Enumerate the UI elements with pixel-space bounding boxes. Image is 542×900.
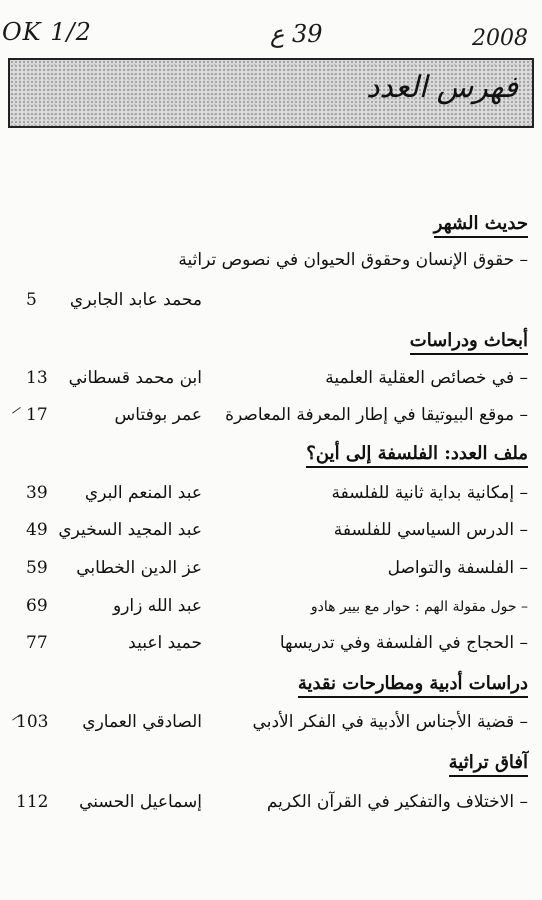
entry-author: ابن محمد قسطاني (68, 368, 202, 388)
toc-entry (0, 633, 542, 663)
toc-entry (0, 520, 542, 550)
handwritten-ok-note: OK 1/2 (2, 18, 92, 46)
section-title: آفاق تراثية (449, 752, 528, 777)
entry-title: – قضية الأجناس الأدبية في الفكر الأدبي (252, 712, 528, 732)
toc-entry (0, 250, 542, 280)
entry-page: 69 (26, 596, 48, 616)
entry-author: محمد عابد الجابري (69, 290, 202, 310)
entry-title: – إمكانية بداية ثانية للفلسفة (331, 483, 528, 503)
entry-page: 59 (26, 558, 48, 578)
entry-title: – الاختلاف والتفكير في القرآن الكريم (266, 792, 528, 812)
entry-title: – في خصائص العقلية العلمية (325, 368, 528, 388)
entry-author: عبد المنعم البري (84, 483, 202, 503)
entry-title: – موقع البيوتيقا في إطار المعرفة المعاصرة (225, 405, 528, 425)
toc-entry-author (0, 290, 542, 320)
toc-entry (0, 483, 542, 513)
toc-entry (0, 368, 542, 398)
entry-page: 112 (16, 792, 49, 812)
entry-author: عبد المجيد السخيري (58, 520, 202, 540)
entry-title: – الفلسفة والتواصل (387, 558, 528, 578)
entry-author: عبد الله زارو (112, 596, 202, 616)
section-title: حديث الشهر (434, 213, 528, 238)
contents-banner (8, 58, 534, 128)
entry-title: – الحجاج في الفلسفة وفي تدريسها (279, 633, 528, 653)
entry-title: – حقوق الإنسان وحقوق الحيوان في نصوص تراثية (178, 250, 528, 270)
banner-title: فهرس العدد (366, 70, 518, 105)
toc-entry (0, 792, 542, 822)
toc-entry (0, 405, 542, 435)
toc-entry (0, 712, 542, 742)
entry-title: – حول مقولة الهم : حوار مع بيير هادو (310, 599, 528, 615)
entry-page: 49 (26, 520, 48, 540)
entry-author: عمر بوفتاس (114, 405, 202, 425)
entry-page: 39 (26, 483, 48, 503)
entry-author: الصادقي العماري (82, 712, 202, 732)
entry-author: حميد اعبيد (128, 633, 202, 653)
section-title: دراسات أدبية ومطارحات نقدية (298, 673, 528, 698)
entry-author: إسماعيل الحسني (79, 792, 202, 812)
entry-author: عز الدين الخطابي (76, 558, 202, 578)
entry-title: – الدرس السياسي للفلسفة (333, 520, 528, 540)
entry-page: 13 (26, 368, 48, 388)
handwritten-year: 2008 (472, 26, 528, 51)
handwritten-page-code: 39 ع (270, 20, 323, 48)
section-title: ملف العدد: الفلسفة إلى أين؟ (306, 443, 528, 468)
section-title: أبحاث ودراسات (410, 330, 528, 355)
toc-entry (0, 558, 542, 588)
entry-page: 103 (16, 712, 49, 732)
entry-page: 77 (26, 633, 48, 653)
entry-page: 5 (26, 290, 37, 310)
toc-entry (0, 596, 542, 626)
entry-page: 17 (26, 405, 48, 425)
